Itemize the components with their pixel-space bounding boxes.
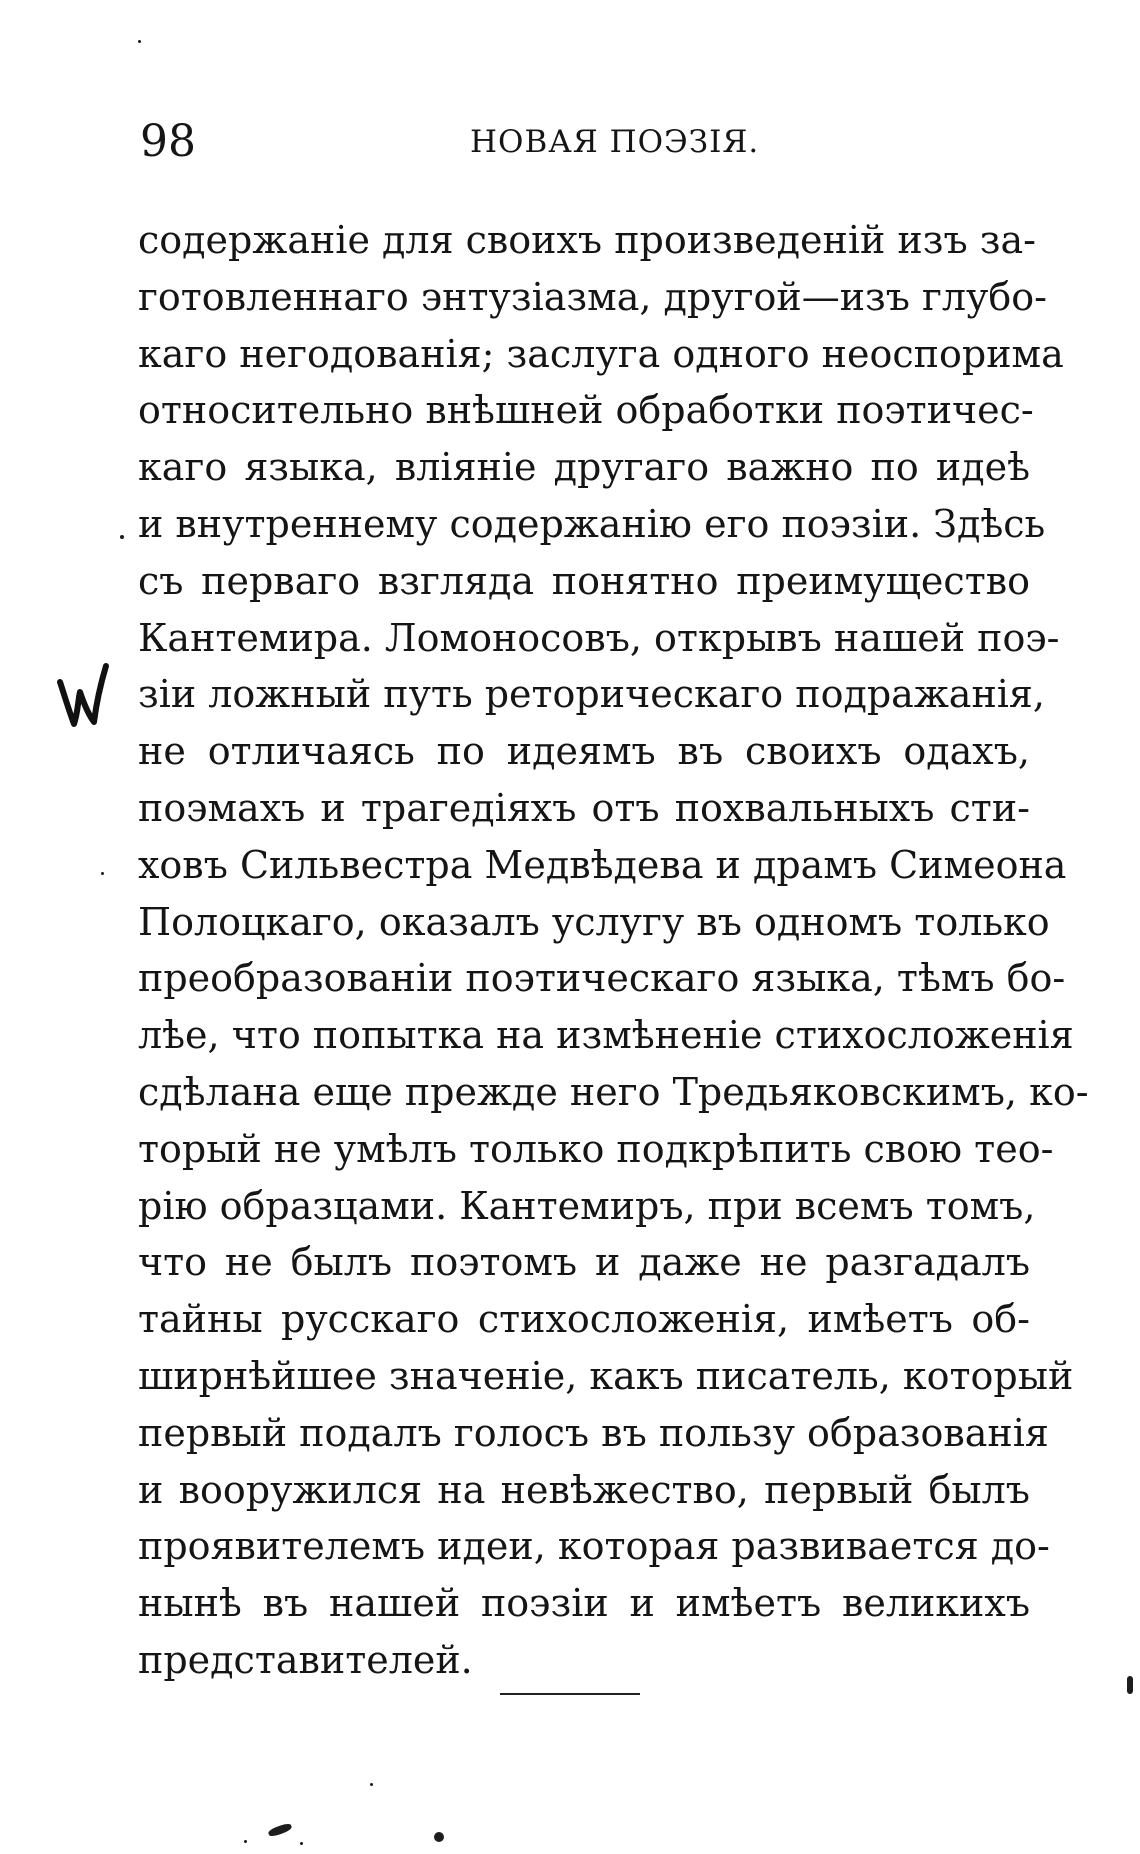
text-line: готовленнаго энтузіазма, другой—изъ глубо- — [138, 274, 1048, 319]
text-line: ширнѣйшее значеніе, какъ писатель, который — [138, 1353, 1074, 1398]
ink-speck — [120, 535, 124, 539]
text-line: зіи ложный путь реторическаго подражанія, — [138, 672, 1045, 717]
text-line: Кантемира. Ломоносовъ, открывъ нашей поэ- — [138, 615, 1060, 660]
handwritten-margin-mark — [54, 662, 114, 734]
ink-speck — [300, 1842, 303, 1845]
text-line: представителей. — [138, 1637, 473, 1682]
ink-speck — [244, 1840, 247, 1843]
text-line: что не былъ поэтомъ и даже не разгадалъ — [138, 1240, 1030, 1285]
text-line: поэмахъ и трагедіяхъ отъ похвальныхъ сти- — [138, 785, 1030, 830]
ink-speck — [370, 1783, 373, 1786]
text-line: съ перваго взгляда понятно преимущество — [138, 558, 1030, 603]
text-line: лѣе, что попытка на измѣненіе стихосложенія — [138, 1013, 1074, 1058]
ink-speck — [101, 872, 104, 875]
end-rule — [500, 1693, 640, 1695]
ink-speck — [138, 40, 141, 43]
text-line: ховъ Сильвестра Медвѣдева и драмъ Симеона — [138, 842, 1067, 887]
text-line: преобразованіи поэтическаго языка, тѣмъ бо- — [138, 956, 1066, 1001]
text-line: торый не умѣлъ только подкрѣпить свою тео- — [138, 1126, 1054, 1171]
page-number: 98 — [140, 116, 196, 167]
body-text — [138, 212, 1089, 1689]
text-line: тайны русскаго стихосложенія, имѣетъ об- — [138, 1297, 1030, 1342]
text-line: нынѣ въ нашей поэзіи и имѣетъ великихъ — [138, 1581, 1030, 1626]
text-line: проявителемъ идеи, которая развивается до- — [138, 1524, 1050, 1569]
ink-speck — [1127, 1676, 1133, 1694]
text-line: и внутреннему содержанію его поэзіи. Здѣсь — [138, 501, 1046, 546]
ink-smudge — [267, 1822, 292, 1838]
text-line: и вооружился на невѣжество, первый былъ — [138, 1467, 1030, 1512]
ink-speck — [434, 1832, 444, 1842]
page-header — [140, 112, 1030, 172]
text-line: не отличаясь по идеямъ въ своихъ одахъ, — [138, 729, 1030, 774]
text-line: каго языка, вліяніе другаго важно по идеѣ — [138, 445, 1030, 490]
text-line: каго негодованія; заслуга одного неоспорима — [138, 331, 1064, 376]
text-line: содержаніе для своихъ произведеній изъ за- — [138, 218, 1036, 262]
text-line: первый подалъ голосъ въ пользу образованія — [138, 1410, 1049, 1455]
text-line: Полоцкаго, оказалъ услугу въ одномъ только — [138, 899, 1050, 944]
text-line: сдѣлана еще прежде него Тредьяковскимъ, ко- — [138, 1069, 1089, 1114]
text-line: относительно внѣшней обработки поэтичес- — [138, 388, 1034, 433]
text-line: рію образцами. Кантемиръ, при всемъ томъ, — [138, 1183, 1036, 1228]
running-head: НОВАЯ ПОЭЗІЯ. — [470, 124, 760, 160]
